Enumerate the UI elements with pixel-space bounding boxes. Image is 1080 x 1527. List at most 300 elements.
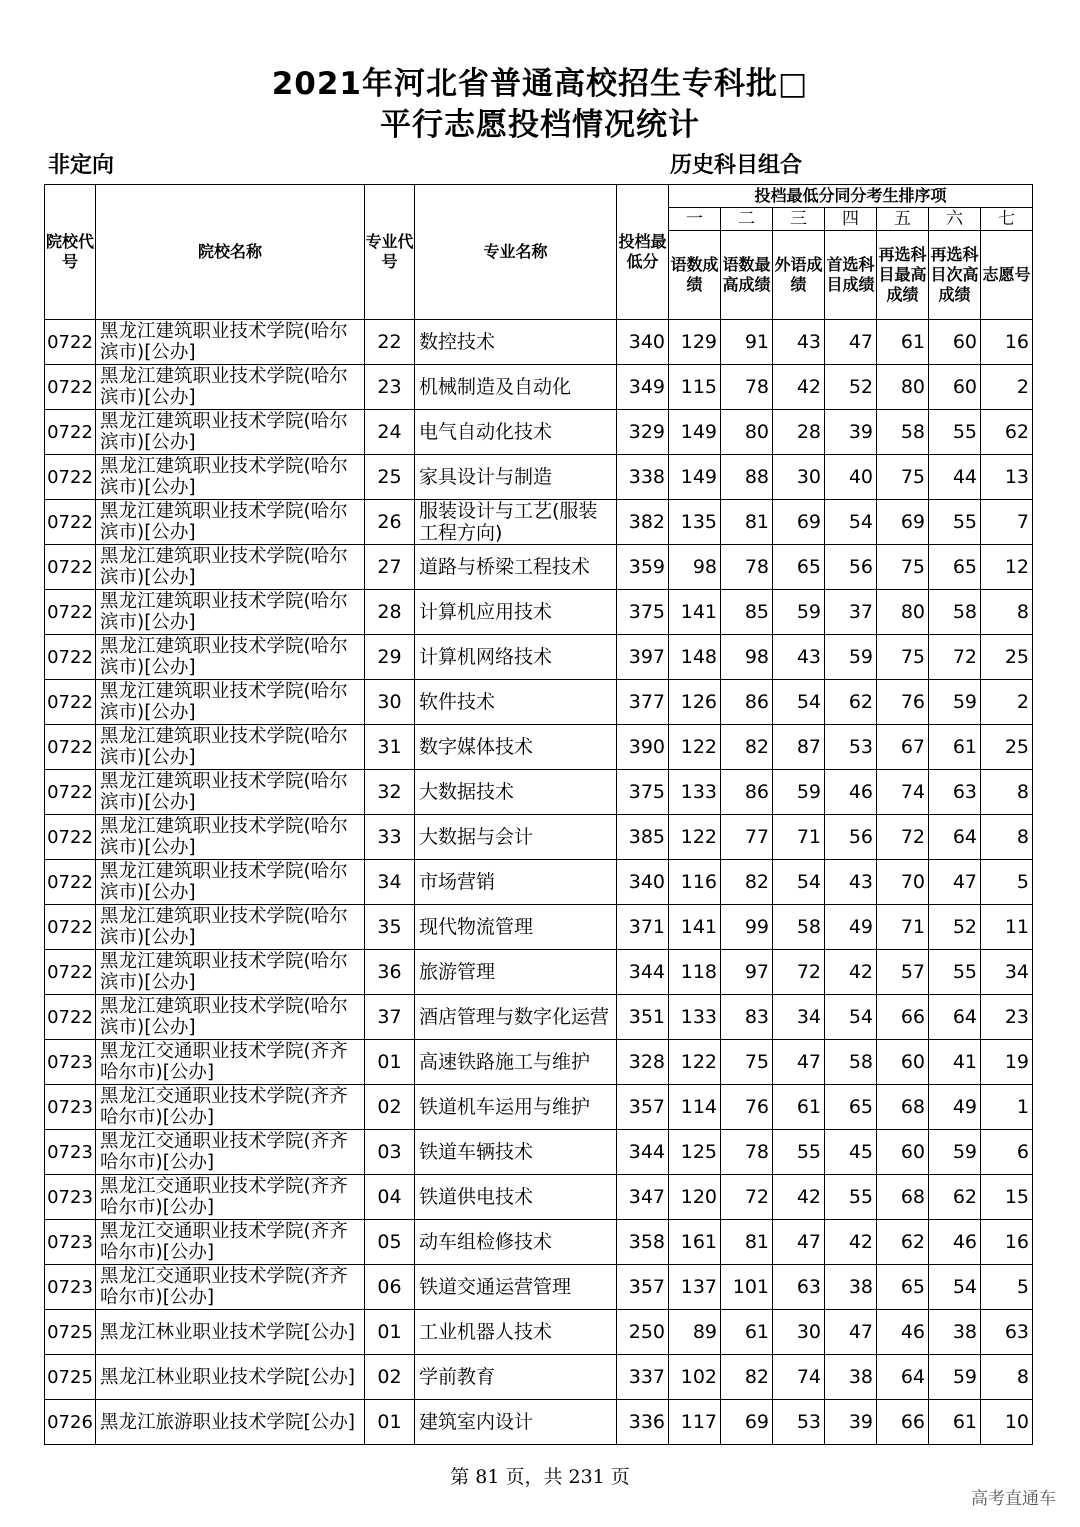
header-order-number: 二 bbox=[721, 208, 773, 231]
foreign-language-cell: 43 bbox=[773, 635, 825, 680]
chinese-math-score-cell: 126 bbox=[669, 680, 721, 725]
major-code-cell: 31 bbox=[365, 725, 415, 770]
header-order-label: 语数最高成绩 bbox=[721, 231, 773, 320]
major-name-cell: 学前教育 bbox=[415, 1355, 617, 1400]
chinese-math-max-cell: 88 bbox=[721, 455, 773, 500]
chinese-math-score-cell: 114 bbox=[669, 1085, 721, 1130]
chinese-math-score-cell: 89 bbox=[669, 1310, 721, 1355]
school-name-cell: 黑龙江建筑职业技术学院(哈尔滨市)[公办] bbox=[96, 500, 365, 545]
table-row bbox=[45, 1265, 1033, 1310]
elective-max-cell: 64 bbox=[877, 1355, 929, 1400]
school-code-cell: 0723 bbox=[45, 1130, 96, 1175]
preference-number-cell: 25 bbox=[981, 635, 1033, 680]
header-order-label: 再选科目次高成绩 bbox=[929, 231, 981, 320]
school-name-cell: 黑龙江交通职业技术学院(齐齐哈尔市)[公办] bbox=[96, 1130, 365, 1175]
school-name-cell: 黑龙江建筑职业技术学院(哈尔滨市)[公办] bbox=[96, 635, 365, 680]
min-score-cell: 377 bbox=[617, 680, 669, 725]
elective-max-cell: 75 bbox=[877, 455, 929, 500]
elective-max-cell: 71 bbox=[877, 905, 929, 950]
elective-max-cell: 80 bbox=[877, 590, 929, 635]
table-row bbox=[45, 1175, 1033, 1220]
chinese-math-max-cell: 80 bbox=[721, 410, 773, 455]
table-body bbox=[45, 320, 1033, 1445]
preference-number-cell: 7 bbox=[981, 500, 1033, 545]
foreign-language-cell: 30 bbox=[773, 1310, 825, 1355]
chinese-math-max-cell: 82 bbox=[721, 1355, 773, 1400]
table-row bbox=[45, 1355, 1033, 1400]
major-code-cell: 23 bbox=[365, 365, 415, 410]
elective-second-cell: 59 bbox=[929, 680, 981, 725]
chinese-math-score-cell: 133 bbox=[669, 995, 721, 1040]
foreign-language-cell: 54 bbox=[773, 680, 825, 725]
school-name-cell: 黑龙江建筑职业技术学院(哈尔滨市)[公办] bbox=[96, 680, 365, 725]
min-score-cell: 390 bbox=[617, 725, 669, 770]
header-tiebreak-group: 投档最低分同分考生排序项 bbox=[669, 185, 1033, 208]
first-subject-cell: 39 bbox=[825, 410, 877, 455]
header-order-number: 一 bbox=[669, 208, 721, 231]
header-major-code: 专业代号 bbox=[365, 185, 415, 320]
school-name-cell: 黑龙江交通职业技术学院(齐齐哈尔市)[公办] bbox=[96, 1085, 365, 1130]
preference-number-cell: 2 bbox=[981, 365, 1033, 410]
preference-number-cell: 11 bbox=[981, 905, 1033, 950]
first-subject-cell: 43 bbox=[825, 860, 877, 905]
preference-number-cell: 5 bbox=[981, 860, 1033, 905]
table-row bbox=[45, 545, 1033, 590]
chinese-math-max-cell: 99 bbox=[721, 905, 773, 950]
foreign-language-cell: 55 bbox=[773, 1130, 825, 1175]
min-score-cell: 357 bbox=[617, 1085, 669, 1130]
school-name-cell: 黑龙江建筑职业技术学院(哈尔滨市)[公办] bbox=[96, 995, 365, 1040]
min-score-cell: 397 bbox=[617, 635, 669, 680]
major-code-cell: 22 bbox=[365, 320, 415, 365]
elective-second-cell: 64 bbox=[929, 995, 981, 1040]
foreign-language-cell: 28 bbox=[773, 410, 825, 455]
school-name-cell: 黑龙江林业职业技术学院[公办] bbox=[96, 1310, 365, 1355]
chinese-math-score-cell: 161 bbox=[669, 1220, 721, 1265]
chinese-math-score-cell: 141 bbox=[669, 905, 721, 950]
major-code-cell: 06 bbox=[365, 1265, 415, 1310]
chinese-math-score-cell: 98 bbox=[669, 545, 721, 590]
min-score-cell: 385 bbox=[617, 815, 669, 860]
first-subject-cell: 53 bbox=[825, 725, 877, 770]
school-name-cell: 黑龙江建筑职业技术学院(哈尔滨市)[公办] bbox=[96, 545, 365, 590]
table-row bbox=[45, 1085, 1033, 1130]
major-code-cell: 01 bbox=[365, 1310, 415, 1355]
table-row bbox=[45, 995, 1033, 1040]
elective-max-cell: 80 bbox=[877, 365, 929, 410]
elective-second-cell: 38 bbox=[929, 1310, 981, 1355]
chinese-math-score-cell: 149 bbox=[669, 410, 721, 455]
elective-second-cell: 60 bbox=[929, 320, 981, 365]
major-name-cell: 家具设计与制造 bbox=[415, 455, 617, 500]
preference-number-cell: 1 bbox=[981, 1085, 1033, 1130]
min-score-cell: 382 bbox=[617, 500, 669, 545]
header-min-score: 投档最低分 bbox=[617, 185, 669, 320]
table-row bbox=[45, 365, 1033, 410]
elective-max-cell: 61 bbox=[877, 320, 929, 365]
foreign-language-cell: 72 bbox=[773, 950, 825, 995]
elective-second-cell: 62 bbox=[929, 1175, 981, 1220]
school-code-cell: 0722 bbox=[45, 590, 96, 635]
major-code-cell: 05 bbox=[365, 1220, 415, 1265]
table-row bbox=[45, 1220, 1033, 1265]
elective-second-cell: 52 bbox=[929, 905, 981, 950]
chinese-math-max-cell: 86 bbox=[721, 770, 773, 815]
foreign-language-cell: 42 bbox=[773, 365, 825, 410]
chinese-math-score-cell: 133 bbox=[669, 770, 721, 815]
first-subject-cell: 62 bbox=[825, 680, 877, 725]
foreign-language-cell: 53 bbox=[773, 1400, 825, 1445]
major-name-cell: 数字媒体技术 bbox=[415, 725, 617, 770]
chinese-math-score-cell: 135 bbox=[669, 500, 721, 545]
major-code-cell: 25 bbox=[365, 455, 415, 500]
table-row bbox=[45, 770, 1033, 815]
chinese-math-score-cell: 149 bbox=[669, 455, 721, 500]
table-row bbox=[45, 950, 1033, 995]
elective-max-cell: 75 bbox=[877, 635, 929, 680]
header-order-label: 外语成绩 bbox=[773, 231, 825, 320]
subject-group-label: 历史科目组合 bbox=[670, 153, 803, 178]
chinese-math-score-cell: 129 bbox=[669, 320, 721, 365]
table-row bbox=[45, 1040, 1033, 1085]
preference-number-cell: 62 bbox=[981, 410, 1033, 455]
major-code-cell: 24 bbox=[365, 410, 415, 455]
school-name-cell: 黑龙江交通职业技术学院(齐齐哈尔市)[公办] bbox=[96, 1265, 365, 1310]
school-code-cell: 0723 bbox=[45, 1085, 96, 1130]
elective-max-cell: 65 bbox=[877, 1265, 929, 1310]
major-code-cell: 02 bbox=[365, 1355, 415, 1400]
major-name-cell: 大数据与会计 bbox=[415, 815, 617, 860]
preference-number-cell: 19 bbox=[981, 1040, 1033, 1085]
major-code-cell: 32 bbox=[365, 770, 415, 815]
min-score-cell: 347 bbox=[617, 1175, 669, 1220]
chinese-math-score-cell: 115 bbox=[669, 365, 721, 410]
school-name-cell: 黑龙江林业职业技术学院[公办] bbox=[96, 1355, 365, 1400]
major-name-cell: 电气自动化技术 bbox=[415, 410, 617, 455]
min-score-cell: 340 bbox=[617, 860, 669, 905]
elective-max-cell: 60 bbox=[877, 1040, 929, 1085]
first-subject-cell: 38 bbox=[825, 1355, 877, 1400]
school-name-cell: 黑龙江旅游职业技术学院[公办] bbox=[96, 1400, 365, 1445]
preference-number-cell: 16 bbox=[981, 1220, 1033, 1265]
table-row bbox=[45, 455, 1033, 500]
school-code-cell: 0722 bbox=[45, 815, 96, 860]
first-subject-cell: 54 bbox=[825, 995, 877, 1040]
first-subject-cell: 45 bbox=[825, 1130, 877, 1175]
preference-number-cell: 8 bbox=[981, 770, 1033, 815]
elective-second-cell: 55 bbox=[929, 500, 981, 545]
elective-second-cell: 58 bbox=[929, 590, 981, 635]
header-order-label: 语数成绩 bbox=[669, 231, 721, 320]
school-code-cell: 0722 bbox=[45, 905, 96, 950]
school-name-cell: 黑龙江建筑职业技术学院(哈尔滨市)[公办] bbox=[96, 365, 365, 410]
elective-max-cell: 46 bbox=[877, 1310, 929, 1355]
chinese-math-score-cell: 148 bbox=[669, 635, 721, 680]
school-name-cell: 黑龙江建筑职业技术学院(哈尔滨市)[公办] bbox=[96, 455, 365, 500]
major-code-cell: 36 bbox=[365, 950, 415, 995]
school-name-cell: 黑龙江建筑职业技术学院(哈尔滨市)[公办] bbox=[96, 410, 365, 455]
school-code-cell: 0722 bbox=[45, 410, 96, 455]
first-subject-cell: 56 bbox=[825, 815, 877, 860]
major-name-cell: 计算机应用技术 bbox=[415, 590, 617, 635]
min-score-cell: 357 bbox=[617, 1265, 669, 1310]
major-name-cell: 现代物流管理 bbox=[415, 905, 617, 950]
preference-number-cell: 5 bbox=[981, 1265, 1033, 1310]
foreign-language-cell: 34 bbox=[773, 995, 825, 1040]
min-score-cell: 371 bbox=[617, 905, 669, 950]
min-score-cell: 349 bbox=[617, 365, 669, 410]
elective-max-cell: 68 bbox=[877, 1175, 929, 1220]
preference-number-cell: 8 bbox=[981, 815, 1033, 860]
min-score-cell: 344 bbox=[617, 950, 669, 995]
elective-max-cell: 69 bbox=[877, 500, 929, 545]
elective-second-cell: 60 bbox=[929, 365, 981, 410]
school-name-cell: 黑龙江建筑职业技术学院(哈尔滨市)[公办] bbox=[96, 320, 365, 365]
elective-second-cell: 59 bbox=[929, 1130, 981, 1175]
chinese-math-score-cell: 102 bbox=[669, 1355, 721, 1400]
school-code-cell: 0722 bbox=[45, 770, 96, 815]
foreign-language-cell: 87 bbox=[773, 725, 825, 770]
chinese-math-max-cell: 83 bbox=[721, 995, 773, 1040]
elective-second-cell: 44 bbox=[929, 455, 981, 500]
min-score-cell: 329 bbox=[617, 410, 669, 455]
school-code-cell: 0722 bbox=[45, 950, 96, 995]
min-score-cell: 375 bbox=[617, 770, 669, 815]
table-row bbox=[45, 410, 1033, 455]
school-name-cell: 黑龙江建筑职业技术学院(哈尔滨市)[公办] bbox=[96, 860, 365, 905]
major-code-cell: 33 bbox=[365, 815, 415, 860]
elective-second-cell: 65 bbox=[929, 545, 981, 590]
elective-second-cell: 64 bbox=[929, 815, 981, 860]
preference-number-cell: 2 bbox=[981, 680, 1033, 725]
elective-max-cell: 57 bbox=[877, 950, 929, 995]
school-name-cell: 黑龙江交通职业技术学院(齐齐哈尔市)[公办] bbox=[96, 1175, 365, 1220]
header-order-number: 七 bbox=[981, 208, 1033, 231]
chinese-math-score-cell: 117 bbox=[669, 1400, 721, 1445]
school-code-cell: 0725 bbox=[45, 1355, 96, 1400]
foreign-language-cell: 59 bbox=[773, 590, 825, 635]
school-code-cell: 0725 bbox=[45, 1310, 96, 1355]
major-code-cell: 26 bbox=[365, 500, 415, 545]
min-score-cell: 336 bbox=[617, 1400, 669, 1445]
school-code-cell: 0726 bbox=[45, 1400, 96, 1445]
school-name-cell: 黑龙江建筑职业技术学院(哈尔滨市)[公办] bbox=[96, 590, 365, 635]
min-score-cell: 359 bbox=[617, 545, 669, 590]
chinese-math-score-cell: 118 bbox=[669, 950, 721, 995]
first-subject-cell: 58 bbox=[825, 1040, 877, 1085]
school-name-cell: 黑龙江交通职业技术学院(齐齐哈尔市)[公办] bbox=[96, 1040, 365, 1085]
admission-table bbox=[44, 184, 1033, 1445]
major-name-cell: 铁道供电技术 bbox=[415, 1175, 617, 1220]
header-order-number: 三 bbox=[773, 208, 825, 231]
chinese-math-max-cell: 82 bbox=[721, 860, 773, 905]
table-row bbox=[45, 1400, 1033, 1445]
chinese-math-max-cell: 101 bbox=[721, 1265, 773, 1310]
watermark: 高考直通车 bbox=[971, 1489, 1056, 1509]
min-score-cell: 338 bbox=[617, 455, 669, 500]
major-name-cell: 铁道机车运用与维护 bbox=[415, 1085, 617, 1130]
preference-number-cell: 6 bbox=[981, 1130, 1033, 1175]
table-row bbox=[45, 1130, 1033, 1175]
elective-max-cell: 62 bbox=[877, 1220, 929, 1265]
major-name-cell: 旅游管理 bbox=[415, 950, 617, 995]
min-score-cell: 328 bbox=[617, 1040, 669, 1085]
preference-number-cell: 25 bbox=[981, 725, 1033, 770]
major-code-cell: 35 bbox=[365, 905, 415, 950]
elective-max-cell: 68 bbox=[877, 1085, 929, 1130]
school-code-cell: 0723 bbox=[45, 1040, 96, 1085]
foreign-language-cell: 54 bbox=[773, 860, 825, 905]
chinese-math-score-cell: 122 bbox=[669, 725, 721, 770]
school-code-cell: 0722 bbox=[45, 725, 96, 770]
elective-second-cell: 61 bbox=[929, 1400, 981, 1445]
chinese-math-max-cell: 81 bbox=[721, 1220, 773, 1265]
page-title-line2: 平行志愿投档情况统计 bbox=[380, 107, 700, 143]
elective-second-cell: 49 bbox=[929, 1085, 981, 1130]
page-title-line1: 2021年河北省普通高校招生专科批□ bbox=[271, 66, 809, 102]
table-row bbox=[45, 635, 1033, 680]
chinese-math-max-cell: 76 bbox=[721, 1085, 773, 1130]
major-name-cell: 道路与桥梁工程技术 bbox=[415, 545, 617, 590]
major-name-cell: 动车组检修技术 bbox=[415, 1220, 617, 1265]
major-name-cell: 高速铁路施工与维护 bbox=[415, 1040, 617, 1085]
school-code-cell: 0723 bbox=[45, 1220, 96, 1265]
foreign-language-cell: 58 bbox=[773, 905, 825, 950]
elective-second-cell: 47 bbox=[929, 860, 981, 905]
elective-max-cell: 72 bbox=[877, 815, 929, 860]
header-order-label: 再选科目最高成绩 bbox=[877, 231, 929, 320]
foreign-language-cell: 71 bbox=[773, 815, 825, 860]
elective-second-cell: 55 bbox=[929, 410, 981, 455]
chinese-math-max-cell: 85 bbox=[721, 590, 773, 635]
chinese-math-score-cell: 125 bbox=[669, 1130, 721, 1175]
first-subject-cell: 37 bbox=[825, 590, 877, 635]
foreign-language-cell: 59 bbox=[773, 770, 825, 815]
chinese-math-max-cell: 75 bbox=[721, 1040, 773, 1085]
major-name-cell: 铁道交通运营管理 bbox=[415, 1265, 617, 1310]
chinese-math-max-cell: 81 bbox=[721, 500, 773, 545]
first-subject-cell: 47 bbox=[825, 320, 877, 365]
header-school-code: 院校代号 bbox=[45, 185, 96, 320]
table-row bbox=[45, 815, 1033, 860]
first-subject-cell: 40 bbox=[825, 455, 877, 500]
school-code-cell: 0722 bbox=[45, 860, 96, 905]
first-subject-cell: 46 bbox=[825, 770, 877, 815]
elective-second-cell: 55 bbox=[929, 950, 981, 995]
preference-number-cell: 23 bbox=[981, 995, 1033, 1040]
major-code-cell: 03 bbox=[365, 1130, 415, 1175]
elective-max-cell: 76 bbox=[877, 680, 929, 725]
elective-second-cell: 63 bbox=[929, 770, 981, 815]
school-code-cell: 0722 bbox=[45, 320, 96, 365]
elective-max-cell: 66 bbox=[877, 1400, 929, 1445]
chinese-math-max-cell: 78 bbox=[721, 1130, 773, 1175]
page-footer: 第 81 页，共 231 页 bbox=[450, 1466, 630, 1488]
major-name-cell: 建筑室内设计 bbox=[415, 1400, 617, 1445]
major-code-cell: 37 bbox=[365, 995, 415, 1040]
major-name-cell: 铁道车辆技术 bbox=[415, 1130, 617, 1175]
chinese-math-score-cell: 116 bbox=[669, 860, 721, 905]
min-score-cell: 358 bbox=[617, 1220, 669, 1265]
header-school-name: 院校名称 bbox=[96, 185, 365, 320]
header-major-name: 专业名称 bbox=[415, 185, 617, 320]
major-code-cell: 34 bbox=[365, 860, 415, 905]
major-code-cell: 01 bbox=[365, 1400, 415, 1445]
header-order-number: 五 bbox=[877, 208, 929, 231]
school-code-cell: 0722 bbox=[45, 500, 96, 545]
preference-number-cell: 34 bbox=[981, 950, 1033, 995]
elective-max-cell: 67 bbox=[877, 725, 929, 770]
foreign-language-cell: 47 bbox=[773, 1220, 825, 1265]
school-name-cell: 黑龙江建筑职业技术学院(哈尔滨市)[公办] bbox=[96, 905, 365, 950]
major-name-cell: 市场营销 bbox=[415, 860, 617, 905]
major-code-cell: 30 bbox=[365, 680, 415, 725]
foreign-language-cell: 69 bbox=[773, 500, 825, 545]
school-code-cell: 0722 bbox=[45, 995, 96, 1040]
chinese-math-score-cell: 137 bbox=[669, 1265, 721, 1310]
preference-number-cell: 15 bbox=[981, 1175, 1033, 1220]
school-name-cell: 黑龙江建筑职业技术学院(哈尔滨市)[公办] bbox=[96, 770, 365, 815]
chinese-math-max-cell: 77 bbox=[721, 815, 773, 860]
preference-number-cell: 8 bbox=[981, 590, 1033, 635]
table-row bbox=[45, 905, 1033, 950]
major-name-cell: 数控技术 bbox=[415, 320, 617, 365]
elective-second-cell: 59 bbox=[929, 1355, 981, 1400]
elective-second-cell: 41 bbox=[929, 1040, 981, 1085]
school-code-cell: 0722 bbox=[45, 455, 96, 500]
preference-number-cell: 10 bbox=[981, 1400, 1033, 1445]
foreign-language-cell: 65 bbox=[773, 545, 825, 590]
elective-max-cell: 74 bbox=[877, 770, 929, 815]
first-subject-cell: 38 bbox=[825, 1265, 877, 1310]
chinese-math-max-cell: 61 bbox=[721, 1310, 773, 1355]
foreign-language-cell: 47 bbox=[773, 1040, 825, 1085]
elective-max-cell: 58 bbox=[877, 410, 929, 455]
min-score-cell: 344 bbox=[617, 1130, 669, 1175]
min-score-cell: 250 bbox=[617, 1310, 669, 1355]
major-code-cell: 28 bbox=[365, 590, 415, 635]
major-code-cell: 04 bbox=[365, 1175, 415, 1220]
header-order-number: 六 bbox=[929, 208, 981, 231]
school-code-cell: 0722 bbox=[45, 365, 96, 410]
header-order-number: 四 bbox=[825, 208, 877, 231]
min-score-cell: 337 bbox=[617, 1355, 669, 1400]
chinese-math-max-cell: 72 bbox=[721, 1175, 773, 1220]
first-subject-cell: 52 bbox=[825, 365, 877, 410]
first-subject-cell: 42 bbox=[825, 950, 877, 995]
first-subject-cell: 42 bbox=[825, 1220, 877, 1265]
table-row bbox=[45, 320, 1033, 365]
chinese-math-score-cell: 122 bbox=[669, 815, 721, 860]
school-name-cell: 黑龙江建筑职业技术学院(哈尔滨市)[公办] bbox=[96, 815, 365, 860]
school-code-cell: 0722 bbox=[45, 545, 96, 590]
chinese-math-score-cell: 141 bbox=[669, 590, 721, 635]
preference-number-cell: 13 bbox=[981, 455, 1033, 500]
preference-number-cell: 8 bbox=[981, 1355, 1033, 1400]
chinese-math-max-cell: 69 bbox=[721, 1400, 773, 1445]
major-code-cell: 27 bbox=[365, 545, 415, 590]
category-label: 非定向 bbox=[48, 153, 115, 178]
first-subject-cell: 49 bbox=[825, 905, 877, 950]
school-code-cell: 0722 bbox=[45, 680, 96, 725]
foreign-language-cell: 63 bbox=[773, 1265, 825, 1310]
chinese-math-max-cell: 97 bbox=[721, 950, 773, 995]
min-score-cell: 340 bbox=[617, 320, 669, 365]
chinese-math-max-cell: 86 bbox=[721, 680, 773, 725]
school-name-cell: 黑龙江交通职业技术学院(齐齐哈尔市)[公办] bbox=[96, 1220, 365, 1265]
major-name-cell: 服装设计与工艺(服装工程方向) bbox=[415, 500, 617, 545]
elective-max-cell: 70 bbox=[877, 860, 929, 905]
